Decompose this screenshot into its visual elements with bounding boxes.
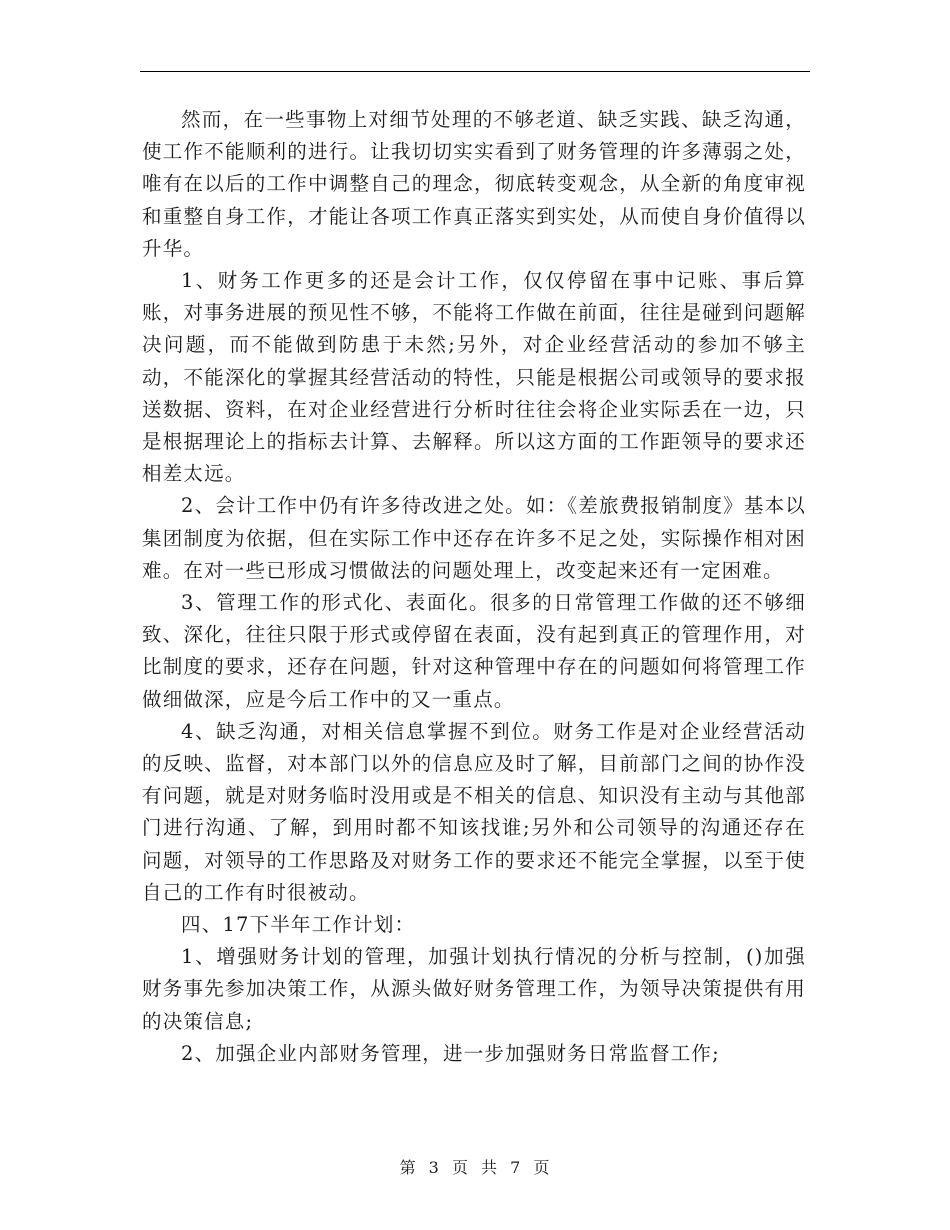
paragraph-item-1: 1、财务工作更多的还是会计工作，仅仅停留在事中记账、事后算账，对事务进展的预见性不够，不能将工作做在前面，往往是碰到问题解决问题，而不能做到防患于未然;另外，对企业经营活动的参加不够主动，不能深化的掌握其经营活动的特性，只能是根据公司或领导的要求报送数据、资料，在对企业经营进行分析时往往会将企业实际丢在一边，只是根据理论上的指标去计算、去解释。所以这方面的工作距领导的要求还相差太远。 [142, 269, 806, 486]
paragraph-item-2: 2、会计工作中仍有许多待改进之处。如：《差旅费报销制度》基本以集团制度为依据，但在实际工作中还存在许多不足之处，实际操作相对困难。在对一些已形成习惯做法的问题处理上，改变起来还有一定困难。 [142, 494, 806, 582]
paragraph-item-4: 4、缺乏沟通，对相关信息掌握不到位。财务工作是对企业经营活动的反映、监督，对本部门以外的信息应及时了解，目前部门之间的协作没有问题，就是对财务临时没用或是不相关的信息、知识没有主动与其他部门进行沟通、了解，到用时都不知该找谁;另外和公司领导的沟通还存在问题，对领导的工作思路及对财务工作的要求还不能完全掌握，以至于使自己的工作有时很被动。 [142, 719, 806, 904]
document-body [142, 104, 806, 1070]
header-rule [140, 71, 810, 72]
paragraph-plan-2: 2、加强企业内部财务管理，进一步加强财务日常监督工作; [181, 1041, 720, 1065]
page-number-footer: 第 3 页 共 7 页 [399, 1158, 551, 1177]
paragraph-item-3: 3、管理工作的形式化、表面化。很多的日常管理工作做的还不够细致、深化，往往只限于形式或停留在表面，没有起到真正的管理作用，对比制度的要求，还存在问题，针对这种管理中存在的问题如何将管理工作做细做深，应是今后工作中的又一重点。 [142, 591, 806, 711]
paragraph-intro: 然而，在一些事物上对细节处理的不够老道、缺乏实践、缺乏沟通，使工作不能顺利的进行。让我切切实实看到了财务管理的许多薄弱之处，唯有在以后的工作中调整自己的理念，彻底转变观念，从全新的角度审视和重整自身工作，才能让各项工作真正落实到实处，从而使自身价值得以升华。 [142, 108, 806, 260]
section-heading-plan: 四、17下半年工作计划： [181, 913, 416, 937]
paragraph-plan-1: 1、增强财务计划的管理，加强计划执行情况的分析与控制，()加强财务事先参加决策工作，从源头做好财务管理工作，为领导决策提供有用的决策信息; [142, 945, 806, 1033]
